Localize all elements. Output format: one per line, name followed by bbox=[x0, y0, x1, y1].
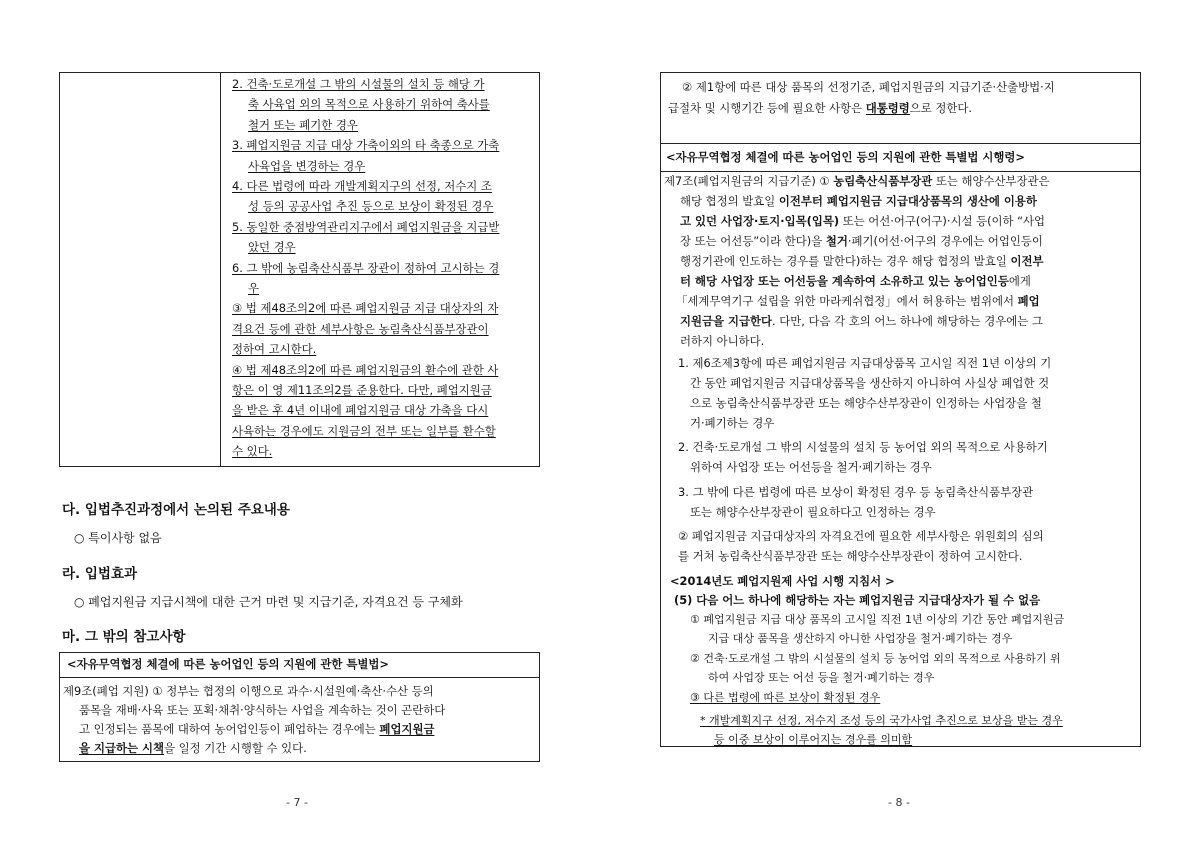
art9-line1: 제9조(폐업 지원) ① 정부는 협정의 이행으로 과수·시설원예·축산·수산 등의 bbox=[63, 684, 434, 698]
bullet-ra: ○ 폐업지원금 지급시책에 대한 근거 마련 및 지급기준, 자격요건 등 구체화 bbox=[74, 595, 463, 609]
art7-hl-4: 철거 bbox=[825, 234, 848, 248]
law-excerpt-divider bbox=[60, 677, 539, 678]
art7-line4-text: 장 또는 어선등”이라 한다)을 bbox=[680, 234, 826, 248]
right-divider-2 bbox=[661, 171, 1140, 172]
section-ra-heading: 라. 입법효과 bbox=[62, 566, 138, 582]
art7-hl-3: 고 있던 사업장·토지·입목(입목) bbox=[680, 214, 840, 228]
table-cell-line: ③ 법 제48조의2에 따른 폐업지원금 지급 대상자의 자 bbox=[232, 301, 499, 316]
item2-line2: 위하여 사업장 또는 어선등을 철거·폐기하는 경우 bbox=[690, 460, 932, 474]
art7-line7 bbox=[676, 294, 1040, 308]
page-number-right: - 8 - bbox=[888, 796, 910, 809]
right-divider-1 bbox=[661, 143, 1140, 144]
page-number-left: - 7 - bbox=[286, 796, 308, 809]
art7-line8-text: . 다만, 다음 각 호의 어느 하나에 해당하는 경우에는 그 bbox=[772, 314, 1043, 328]
top-line2-text: 급절차 및 시행기간 등에 필요한 사항은 bbox=[668, 101, 866, 115]
item3-line2: 또는 해양수산부장관이 필요하다고 인정하는 경우 bbox=[690, 505, 936, 519]
table-cell-line: 정하여 고시한다. bbox=[232, 342, 317, 357]
decree-title: <자유무역협정 체결에 따른 농어업인 등의 지원에 관한 특별법 시행령> bbox=[666, 150, 1025, 164]
top-line2-end: 으로 정한다. bbox=[909, 101, 973, 115]
art7-line2 bbox=[680, 194, 1037, 208]
table-cell-line: 성 등의 공공사업 추진 등으로 보상이 확정된 경우 bbox=[248, 199, 494, 214]
item3-line1: 3. 그 밖에 다른 법령에 따른 보상이 확정된 경우 등 농림축산식품부장관 bbox=[678, 485, 1034, 499]
art9-line4 bbox=[79, 741, 307, 755]
art7-line8 bbox=[680, 314, 1043, 328]
art7-line4-end: ·폐기(어선·어구의 경우에는 어업인등이 bbox=[847, 234, 1043, 248]
table-cell-line: 6. 그 밖에 농림축산식품부 장관이 정하여 고시하는 경 bbox=[232, 260, 500, 275]
item1-line4: 거·폐기하는 경우 bbox=[690, 416, 775, 430]
art7-hl-6: 터 해당 사업장 또는 어선등을 계속하여 소유하고 있는 농어업인등 bbox=[680, 274, 1009, 288]
art9-line2: 품목을 재배·사육 또는 포획·채취·양식하는 사업을 계속하는 것이 곤란하다 bbox=[79, 703, 446, 717]
art7-line2-text: 해당 협정의 발효일 bbox=[680, 194, 779, 208]
table-cell-line: 사육하는 경우에도 지원금의 전부 또는 일부를 환수할 bbox=[232, 423, 496, 438]
art7-line6-end: 에게 bbox=[1008, 274, 1031, 288]
top-highlight: 대통령령 bbox=[865, 101, 910, 115]
art9-line4-text: 을 일정 기간 시행할 수 있다. bbox=[163, 741, 307, 755]
table-cell-line: ④ 법 제48조의2에 따른 폐업지원금의 환수에 관한 사 bbox=[232, 362, 499, 377]
art7-line9: 러하지 아니하다. bbox=[680, 334, 765, 348]
para2-line2: 를 거쳐 농림축산식품부장관 또는 해양수산부장관이 정하여 고시한다. bbox=[678, 549, 1023, 563]
art7-line6 bbox=[680, 274, 1031, 288]
guide-item3: ③ 다른 법령에 따른 보상이 확정된 경우 bbox=[690, 691, 881, 704]
art7-hl-5: 이전부 bbox=[1010, 254, 1044, 268]
art7-hl-1: 농림축산식품부장관 bbox=[833, 174, 933, 188]
guide-note-line1: * 개발계획지구 선정, 저수지 조성 등의 국가사업 추진으로 보상을 받는 경우 bbox=[700, 714, 1063, 727]
guide-item2-line2: 하여 사업장 또는 어선 등을 철거·폐기하는 경우 bbox=[708, 671, 935, 684]
art7-line4 bbox=[680, 234, 1043, 248]
bullet-da: ○ 특이사항 없음 bbox=[74, 531, 162, 545]
top-para-line2 bbox=[668, 101, 972, 115]
table-cell-line: 4. 다른 법령에 따라 개발계획지구의 선정, 저수지 조 bbox=[232, 179, 492, 193]
art9-line3-text: 고 인정되는 품목에 대하여 농어업인등이 폐업하는 경우에는 bbox=[79, 722, 380, 736]
art7-line5-text: 행정기관에 인도하는 경우를 말한다)하는 경우 해당 협정의 발효일 bbox=[680, 254, 1011, 268]
table-cell-line: 3. 폐업지원금 지급 대상 가축이외의 타 축종으로 가축 bbox=[232, 138, 500, 153]
table-column-divider bbox=[220, 73, 221, 466]
art7-line5 bbox=[680, 254, 1044, 268]
item2-line1: 2. 건축·도로개설 그 밖의 시설물의 설치 등 농어업 외의 목적으로 사용하기 bbox=[678, 440, 1048, 454]
item1-line3: 으로 농림축산식품부장관 또는 해양수산부장관이 인정하는 사업장을 철 bbox=[690, 396, 1042, 410]
guide-subtitle: (5) 다음 어느 하나에 해당하는 자는 폐업지원금 지급대상자가 될 수 없음 bbox=[674, 593, 1041, 607]
guide-item2-line1: ② 건축·도로개설 그 밖의 시설물의 설치 등 농어업 외의 목적으로 사용하기 위 bbox=[690, 652, 1061, 665]
art7-line1-text: 제7조(폐업지원금의 지급기준) ① bbox=[664, 174, 834, 188]
guide-item1-line2: 지급 대상 품목을 생산하지 아니한 사업장을 철거·폐기하는 경우 bbox=[708, 632, 1013, 645]
section-da-heading: 다. 입법추진과정에서 논의된 주요내용 bbox=[62, 502, 290, 518]
table-cell-line: 사육업을 변경하는 경우 bbox=[248, 158, 366, 173]
table-cell-line: 축 사육업 외의 목적으로 사용하기 위하여 축사를 bbox=[248, 97, 490, 112]
art7-line3 bbox=[680, 214, 1045, 228]
art7-hl-8: 지원금을 지급한다 bbox=[680, 314, 772, 328]
art7-line7-text: 「세계무역기구 설립을 위한 마라케쉬협정」에서 허용하는 범위에서 bbox=[676, 294, 1018, 308]
table-cell-line: 수 있다. bbox=[232, 444, 273, 459]
art9-line3 bbox=[79, 722, 434, 736]
art7-line3-text: 또는 어선·어구(어구)·시설 등(이하 “사업 bbox=[839, 214, 1046, 228]
table-cell-line: 2. 건축·도로개설 그 밖의 시설물의 설치 등 해당 가 bbox=[232, 77, 485, 91]
table-cell-line: 았던 경우 bbox=[248, 240, 296, 255]
table-cell-line: 철거 또는 폐기한 경우 bbox=[248, 117, 358, 132]
table-cell-line: 항은 이 영 제11조의2를 준용한다. 다만, 폐업지원금 bbox=[232, 383, 492, 397]
table-cell-line: 을 받은 후 4년 이내에 폐업지원금 대상 가축을 다시 bbox=[232, 403, 489, 418]
guide-item1-line1: ① 폐업지원금 지급 대상 품목의 고시일 직전 1년 이상의 기간 동안 폐업지원금 bbox=[690, 613, 1065, 626]
table-cell-line: 5. 동일한 중점방역관리지구에서 폐업지원금을 지급받 bbox=[232, 219, 500, 234]
art9-highlight-2: 을 지급하는 시책 bbox=[79, 741, 164, 755]
table-cell-line: 격요건 등에 관한 세부사항은 농림축산식품부장관이 bbox=[232, 321, 489, 336]
guide-title: <2014년도 폐업지원제 사업 시행 지침서 > bbox=[670, 574, 895, 588]
art7-hl-7: 폐업 bbox=[1017, 294, 1040, 308]
table-cell-line: 우 bbox=[248, 281, 260, 295]
section-ma-heading: 마. 그 밖의 참고사항 bbox=[62, 629, 186, 645]
top-para-line1: ② 제1항에 따른 대상 품목의 선정기준, 폐업지원금의 지급기준·산출방법·지 bbox=[682, 80, 1055, 94]
art7-line1 bbox=[664, 174, 1050, 188]
item1-line2: 간 동안 폐업지원금 지급대상품목을 생산하지 아니하여 사실상 폐업한 것 bbox=[690, 376, 1050, 390]
para2-line1: ② 폐업지원금 지급대상자의 자격요건에 필요한 세부사항은 위원회의 심의 bbox=[678, 529, 1044, 543]
law-title: <자유무역협정 체결에 따른 농어업인 등의 지원에 관한 특별법> bbox=[67, 657, 389, 671]
guide-note-line2: 등 이중 보상이 이루어지는 경우를 의미함 bbox=[714, 733, 913, 746]
item1-line1: 1. 제6조제3항에 따른 폐업지원금 지급대상품목 고시일 직전 1년 이상의 기 bbox=[678, 356, 1052, 370]
art7-line1-end: 또는 해양수산부장관은 bbox=[932, 174, 1050, 188]
art9-highlight-1: 폐업지원금 bbox=[379, 722, 435, 736]
art7-hl-2: 이전부터 폐업지원금 지급대상품목의 생산에 이용하 bbox=[778, 194, 1037, 208]
